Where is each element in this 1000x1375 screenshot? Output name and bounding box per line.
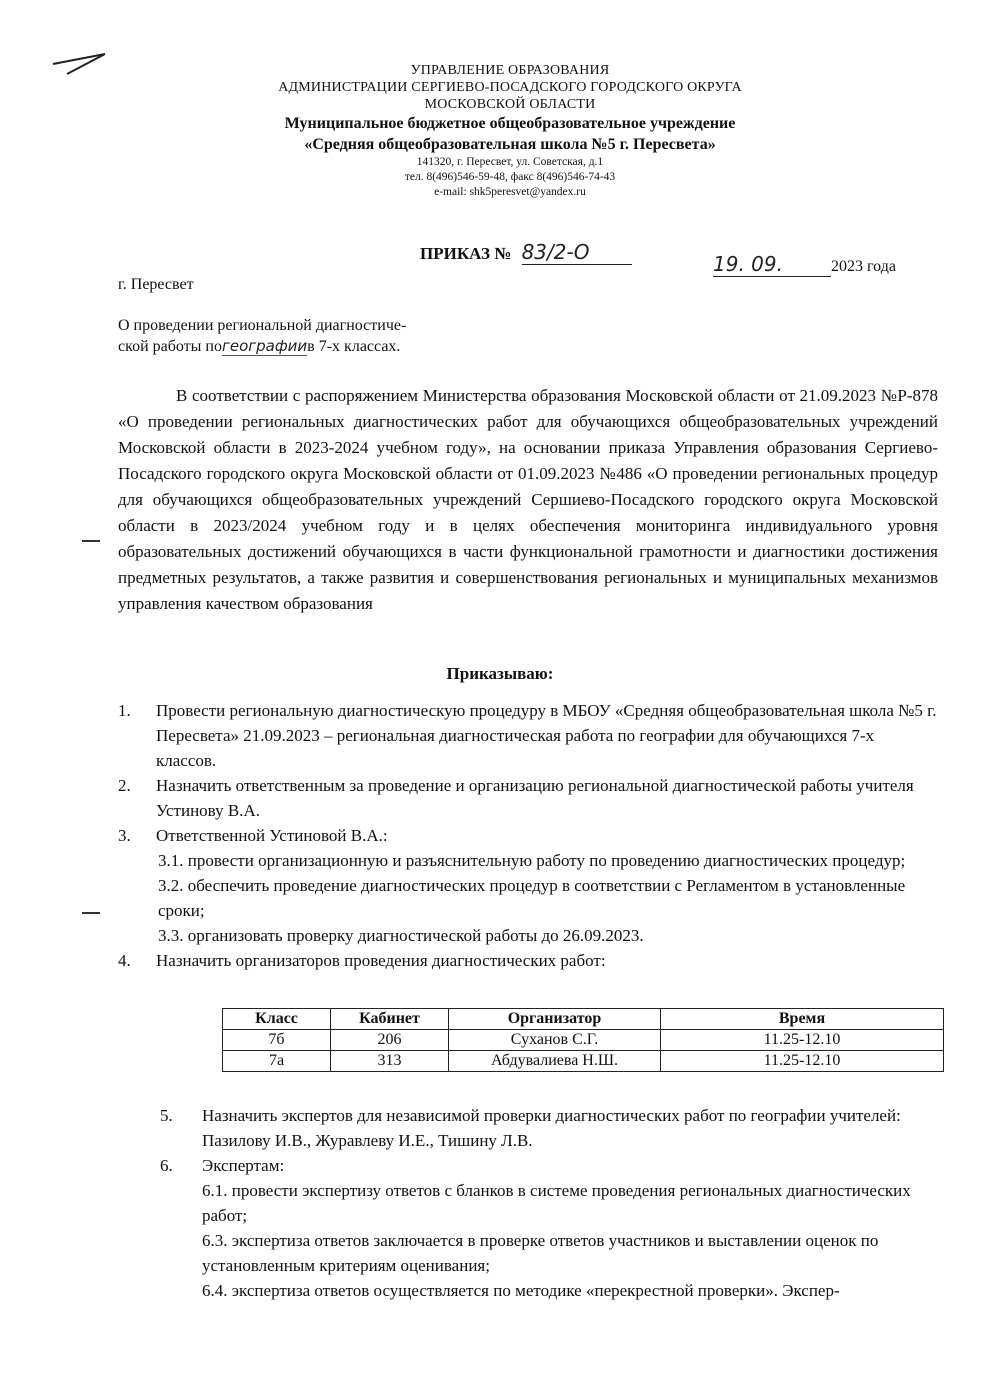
- subject-handwritten: географии: [221, 337, 308, 355]
- handwritten-page-number: [45, 42, 125, 82]
- list-item: 3. Ответственной Устиновой В.А.:: [118, 826, 388, 845]
- table-cell: Суханов С.Г.: [449, 1030, 661, 1051]
- subject-line2: ской работы погеографиив 7-х классах.: [118, 337, 401, 355]
- table-cell: 313: [331, 1051, 449, 1072]
- table-header-cell: Класс: [223, 1009, 331, 1030]
- order-date-handwritten: 19. 09.: [713, 252, 831, 277]
- order-number: 83/2-О: [522, 240, 632, 265]
- sub-item: 3.1. провести организационную и разъяснительную работу по проведению диагностических процедур;: [158, 851, 906, 870]
- table-header-cell: Время: [661, 1009, 944, 1030]
- order-date: [713, 252, 896, 277]
- decree-list: [118, 698, 938, 973]
- table-row: [223, 1051, 944, 1072]
- table-cell: 11.25-12.10: [661, 1030, 944, 1051]
- sub-item: 6.3. экспертиза ответов заключается в проверке ответов участников и выставлении оценок по установленным критериям оценивания;: [202, 1231, 879, 1275]
- letterhead: [230, 62, 790, 200]
- table-header-cell: Кабинет: [331, 1009, 449, 1030]
- school-name-line2: «Средняя общеобразовательная школа №5 г. Пересвета»: [304, 136, 716, 153]
- table-cell: 206: [331, 1030, 449, 1051]
- sub-item: 3.2. обеспечить проведение диагностических процедур в соответствии с Регламентом в установленные сроки;: [158, 876, 906, 920]
- region-line: МОСКОВСКОЙ ОБЛАСТИ: [424, 97, 596, 112]
- table-cell: 7а: [223, 1051, 331, 1072]
- dept-line: УПРАВЛЕНИЕ ОБРАЗОВАНИЯ: [410, 63, 610, 78]
- list-item: 4. Назначить организаторов проведения диагностических работ:: [118, 951, 606, 970]
- school-phone: тел. 8(496)546-59-48, факс 8(496)546-74-43: [404, 171, 616, 183]
- table-cell: Абдувалиева Н.Ш.: [449, 1051, 661, 1072]
- decree-heading: Приказываю:: [446, 664, 554, 683]
- table-row: [223, 1030, 944, 1051]
- admin-line: АДМИНИСТРАЦИИ СЕРГИЕВО-ПОСАДСКОГО ГОРОДСКОГО ОКРУГА: [278, 80, 742, 95]
- list-item: 6. Экспертам:: [160, 1156, 285, 1175]
- school-address: 141320, г. Пересвет, ул. Советская, д.1: [416, 156, 604, 168]
- subject-line1: О проведении региональной диагностиче-: [118, 317, 407, 334]
- order-label: ПРИКАЗ №: [420, 244, 512, 263]
- sub-item: 3.3. организовать проверку диагностической работы до 26.09.2023.: [158, 926, 644, 945]
- sub-item: 6.4. экспертиза ответов осуществляется по методике «перекрестной проверки». Экспер-: [202, 1281, 840, 1300]
- preamble-paragraph: В соответствии с распоряжением Министерства образования Московской области от 21.09.2023 №Р-878 «О проведении региональных диагностических работ для обучающихся общеобразовательных учреждений Московской области в 2023-2024 учебном году», на основании приказа Управления образования Сергиево-Посадского городского округа Московской области от 01.09.2023 №486 «О проведении региональных процедур для обучающихся общеобразовательных учреждений Сершиево-Посадского городского округа Московской области в 2023/2024 учебном году и в целях обеспечения мониторинга индивидуального уровня образовательных достижений обучающихся в части функциональной грамотности и диагностики достижения предметных результатов, а также развития и совершенствования региональных и муниципальных механизмов управления качеством образования: [118, 386, 938, 613]
- list-item: 1. Провести региональную диагностическую процедуру в МБОУ «Средняя общеобразовательная школа №5 г. Пересвета» 21.09.2023 – региональная диагностическая работа по географии для обучающихся 7-х классов.: [118, 701, 937, 770]
- list-item: 5. Назначить экспертов для независимой проверки диагностических работ по географии учителей: Пазилову И.В., Журавлеву И.Е., Тишину Л.В.: [160, 1106, 901, 1150]
- binding-hole-mark: [82, 540, 100, 542]
- decree-list-continued: [160, 1103, 945, 1303]
- order-title: [420, 240, 632, 265]
- order-year: 2023 года: [831, 258, 896, 275]
- order-city: г. Пересвет: [118, 276, 194, 293]
- binding-hole-mark: [82, 912, 100, 914]
- order-subject: [118, 316, 488, 357]
- school-email: e-mail: shk5peresvet@yandex.ru: [434, 186, 586, 198]
- school-name-line1: Муниципальное бюджетное общеобразовательное учреждение: [284, 115, 736, 132]
- table-header-row: [223, 1009, 944, 1030]
- table-header-cell: Организатор: [449, 1009, 661, 1030]
- table-cell: 11.25-12.10: [661, 1051, 944, 1072]
- table-cell: 7б: [223, 1030, 331, 1051]
- organizers-table: [222, 1008, 944, 1072]
- sub-item: 6.1. провести экспертизу ответов с бланков в системе проведения региональных диагностических работ;: [202, 1181, 911, 1225]
- list-item: 2. Назначить ответственным за проведение и организацию региональной диагностической работы учителя Устинову В.А.: [118, 776, 914, 820]
